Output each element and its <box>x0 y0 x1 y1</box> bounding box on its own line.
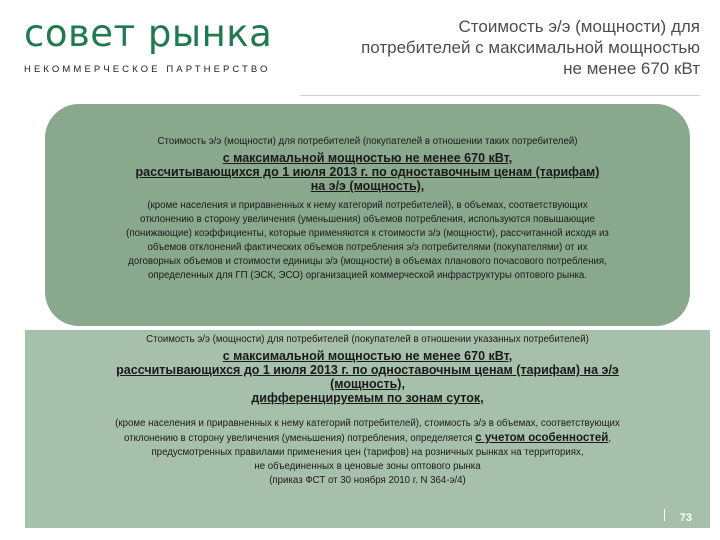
body-line: (приказ ФСТ от 30 ноября 2010 г. N 364-э/4) <box>269 475 466 486</box>
emphasis-line: с максимальной мощностью не менее 670 кВт, <box>222 151 513 165</box>
block-body <box>25 417 710 488</box>
body-line: определенных для ГП (ЭСК, ЭСО) организацией коммерческой инфраструктуры оптового рынка. <box>148 270 587 281</box>
emphasis-text: с учетом особенностей <box>475 432 609 444</box>
block-body <box>45 199 690 283</box>
emphasis-line: дифференцируемым по зонам суток, <box>251 391 484 405</box>
body-text: , <box>608 433 612 444</box>
block-intro: Стоимость э/э (мощности) для потребителей (покупателей в отношении указанных потребителей) <box>146 334 589 345</box>
block-emphasis <box>25 349 710 405</box>
logo-wordmark: совет рынка <box>24 12 273 55</box>
emphasis-line: рассчитывающихся до 1 июля 2013 г. по одноставочным ценам (тарифам) <box>135 165 600 179</box>
info-block-2 <box>25 330 710 528</box>
body-line: не объединенных в ценовые зоны оптового рынка <box>254 461 481 472</box>
emphasis-line: на э/э (мощность), <box>310 179 425 193</box>
emphasis-line: с максимальной мощностью не менее 670 кВт, <box>222 349 513 363</box>
slide-title-line: не менее 670 кВт <box>563 59 700 78</box>
body-line <box>39 431 696 446</box>
logo-subtitle: НЕКОММЕРЧЕСКОЕ ПАРТНЕРСТВО <box>24 64 271 75</box>
emphasis-line: (мощность), <box>330 377 405 391</box>
body-line: договорных объемов и стоимости единицы э/э (мощности) в объемах планового почасового потребления, <box>128 256 607 267</box>
body-line: (понижающие) коэффициенты, которые применяются к стоимости э/э (мощности), рассчитанной исходя из <box>126 228 609 239</box>
info-block-1 <box>45 104 690 326</box>
logo <box>24 14 272 75</box>
body-line: объемов отклонений фактических объемов потребления э/э потребителями (покупателями) от их <box>147 242 588 253</box>
page-number: 73 <box>679 512 692 524</box>
block-emphasis <box>45 151 690 193</box>
slide-title-line: потребителей с максимальной мощностью <box>361 38 700 57</box>
body-line: предусмотренных правилами применения цен (тарифов) на розничных рынках на территориях, <box>151 447 584 458</box>
body-line: (кроме населения и приравненных к нему категорий потребителей), стоимость э/э в объемах, соответствующих <box>115 418 620 429</box>
page-number-divider <box>664 509 665 521</box>
slide-title-line: Стоимость э/э (мощности) для <box>458 17 700 36</box>
slide-title <box>300 16 700 79</box>
header-divider <box>300 95 700 96</box>
block-intro: Стоимость э/э (мощности) для потребителей (покупателей в отношении таких потребителей) <box>157 136 578 147</box>
body-text: отклонению в сторону увеличения (уменьшения) потребления, определяется <box>123 433 476 444</box>
body-line: отклонению в сторону увеличения (уменьшения) объемов потребления, используются повышающие <box>140 214 595 225</box>
emphasis-line: рассчитывающихся до 1 июля 2013 г. по одноставочным ценам (тарифам) на э/э <box>116 363 619 377</box>
body-line: (кроме населения и приравненных к нему категорий потребителей), в объемах, соответствующих <box>147 200 588 211</box>
